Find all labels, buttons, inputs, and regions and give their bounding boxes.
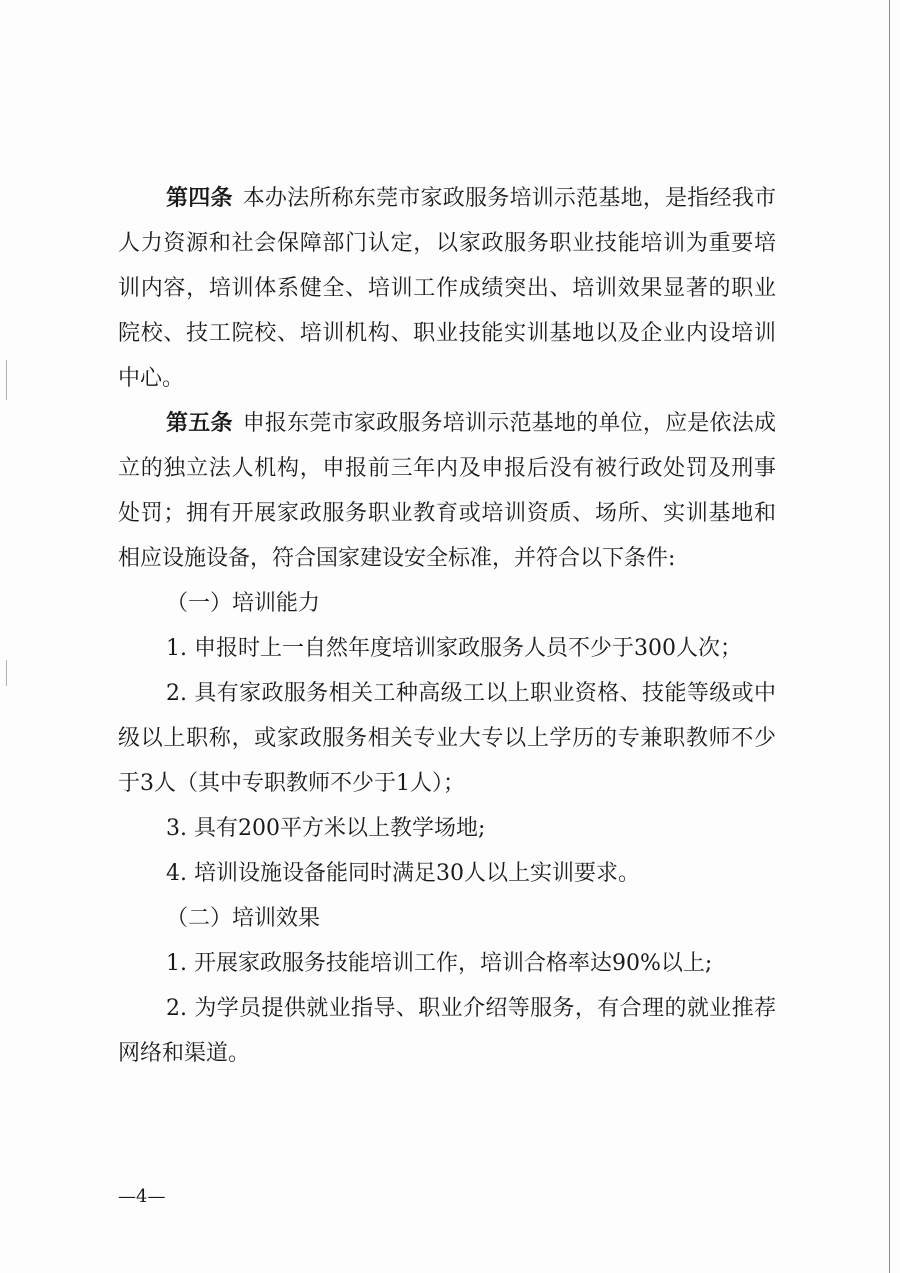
scan-edge-line bbox=[889, 0, 890, 1273]
article-4-paragraph bbox=[118, 176, 776, 401]
article-5-label: 第五条 bbox=[166, 411, 233, 436]
article-5-text: 申报东莞市家政服务培训示范基地的单位，应是依法成立的独立法人机构，申报前三年内及申报后没有被行政处罚及刑事处罚；拥有开展家政服务职业教育或培训资质、场所、实训基地和相应设施设备，符合国家建设安全标准，并符合以下条件: bbox=[118, 411, 776, 571]
article-4-text: 本办法所称东莞市家政服务培训示范基地，是指经我市人力资源和社会保障部门认定，以家政服务职业技能培训为重要培训内容，培训体系健全、培训工作成绩突出、培训效果显著的职业院校、技工院校、培训机构、职业技能实训基地以及企业内设培训中心。 bbox=[118, 186, 776, 391]
article-5-paragraph bbox=[118, 401, 776, 581]
section-1-item: 1. 申报时上一自然年度培训家政服务人员不少于300人次； bbox=[166, 636, 742, 661]
section-1-item: 4. 培训设施设备能同时满足30人以上实训要求。 bbox=[166, 861, 640, 886]
section-2-item: 2. 为学员提供就业指导、职业介绍等服务，有合理的就业推荐网络和渠道。 bbox=[118, 996, 776, 1066]
article-4-label: 第四条 bbox=[166, 186, 233, 211]
section-1-item: 2. 具有家政服务相关工种高级工以上职业资格、技能等级或中级以上职称，或家政服务相关专业大专以上学历的专兼职教师不少于3人（其中专职教师不少于1人）； bbox=[118, 681, 776, 796]
document-body bbox=[118, 176, 776, 1076]
binding-mark bbox=[6, 660, 7, 686]
section-1-heading: （一）培训能力 bbox=[166, 591, 321, 616]
page-number: —4— bbox=[118, 1186, 166, 1207]
section-1-item: 3. 具有200平方米以上教学场地; bbox=[166, 816, 486, 841]
binding-mark bbox=[6, 360, 7, 400]
section-2-item: 1. 开展家政服务技能培训工作，培训合格率达90%以上; bbox=[166, 951, 713, 976]
section-2-heading: （二）培训效果 bbox=[166, 906, 321, 931]
